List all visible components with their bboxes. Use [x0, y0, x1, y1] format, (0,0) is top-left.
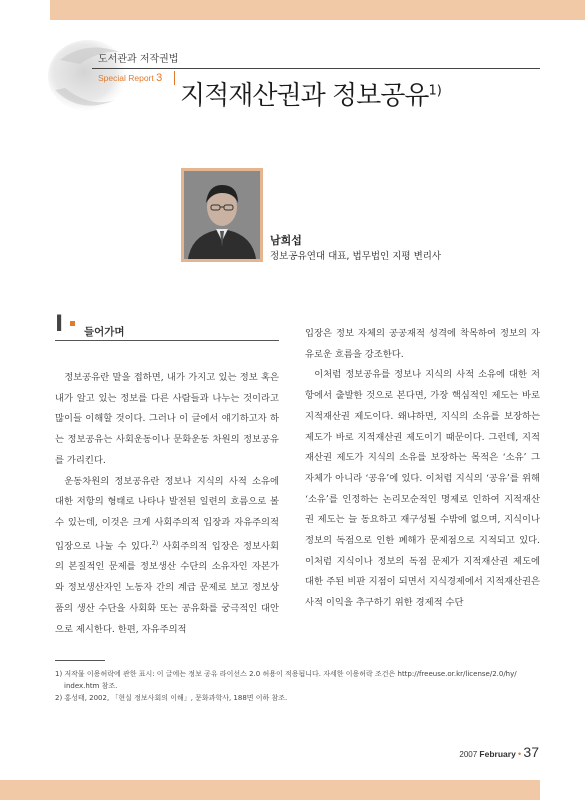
footnote-1: 1) 저작물 이용허락에 관한 표시: 이 글에는 정보 공유 라이선스 2.0 허용이 적용됩니다. 자세한 이용허락 조건은 http://freeuse.or.kr/license/2.0/hy/: [55, 670, 517, 678]
body-column-left: [55, 368, 279, 640]
section-number-accent: [70, 321, 75, 326]
author-name: 남희섭: [270, 234, 302, 247]
header-rule: [92, 68, 540, 69]
body-text: 사회주의적 입장은 정보사회의 본질적인 문제를 정보생산 수단의 소유자인 자본가와 정보생산자인 노동자 간의 계급 문제로 보고 정보상품의 생산 수단을 사회화 또는 공유화를 궁극적인 대안으로 제시한다. 한편, 자유주의적: [55, 540, 279, 635]
page-number: 37: [523, 744, 539, 760]
header-vertical-bar: [174, 71, 175, 85]
page-footer: [459, 744, 539, 760]
section-rule: [55, 340, 279, 341]
author-photo: [184, 171, 260, 259]
bottom-decorative-band: [0, 780, 540, 800]
body-paragraph: 정보공유란 말을 접하면, 내가 가지고 있는 정보 혹은 내가 알고 있는 정보를 다른 사람들과 나누는 것이라고 많이들 이해할 것이다. 그러나 이 글에서 얘기하고자 하는 정보공유는 사회운동이나 문화운동 차원의 정보공유를 가리킨다.: [55, 372, 279, 466]
page-title: [180, 75, 442, 112]
footnote-2: 2) 홍성태, 2002, 「현실 정보사회의 이해」, 문화과학사, 188면 이하 참조.: [55, 694, 288, 702]
body-text: 운동차원의 정보공유란 정보나 지식의 사적 소유에 대한 저항의 형태로 나타나 발전된 일련의 흐름으로 볼 수 있는데, 이것은 크게 사회주의적 입장과 자유주의적 입장으로 나눌 수 있다.: [55, 475, 279, 552]
section-title: 들어가며: [84, 326, 125, 338]
section-label: 도서관과 저작권법: [98, 54, 179, 65]
footnote-rule: [55, 660, 105, 661]
body-paragraph: 이처럼 정보공유를 정보나 지식의 사적 소유에 대한 저항에서 출발한 것으로 본다면, 가장 핵심적인 제도는 바로 지적재산권 제도이다. 왜냐하면, 지식의 소유를 보장하는 제도가 바로 지적재산권 제도이기 때문이다. 그런데, 지적재산권 제도가 지식의 소유를 보장하는 목적은 ‘소유’ 그 자체가 아니라 ‘공유’에 있다. 이처럼 지식의 ‘공유’를 위해 ‘소유’를 인정하는 논리모순적인 명제로 인하여 지적재산권 제도는 늘 동요하고 재구성될 수밖에 없으며, 지식이나 정보의 독점으로 인한 폐해가 문제점으로 지적되고 있다. 이처럼 지식이나 정보의 독점 문제가 지적재산권 제도에 대한 주된 비판 지점이 되면서 지식경제에서 지적재산권은 사적 이익을 추구하기 위한 경제적 수단: [305, 369, 540, 609]
footer-month: February: [479, 749, 516, 759]
special-report-text: Special Report: [98, 73, 154, 83]
body-paragraph: [55, 472, 279, 641]
special-report-label: [98, 72, 162, 84]
page-title-text: 지적재산권과 정보공유: [180, 81, 429, 111]
footnotes: [55, 668, 540, 704]
footer-bullet: •: [518, 749, 522, 759]
top-decorative-band: [50, 0, 585, 20]
body-column-right: [305, 324, 540, 614]
title-footnote-marker: 1): [428, 83, 442, 99]
body-paragraph: 입장은 정보 자체의 공공재적 성격에 착목하여 정보의 자유로운 흐름을 강조한다.: [305, 328, 540, 360]
section-number: I: [55, 312, 64, 337]
footnote-marker: 2): [151, 539, 159, 547]
special-report-number: 3: [156, 72, 163, 84]
footnote-1-continuation: index.htm 참조.: [64, 682, 118, 690]
footer-year: 2007: [459, 750, 478, 759]
author-title: 정보공유연대 대표, 법무법인 지평 변리사: [270, 251, 442, 262]
